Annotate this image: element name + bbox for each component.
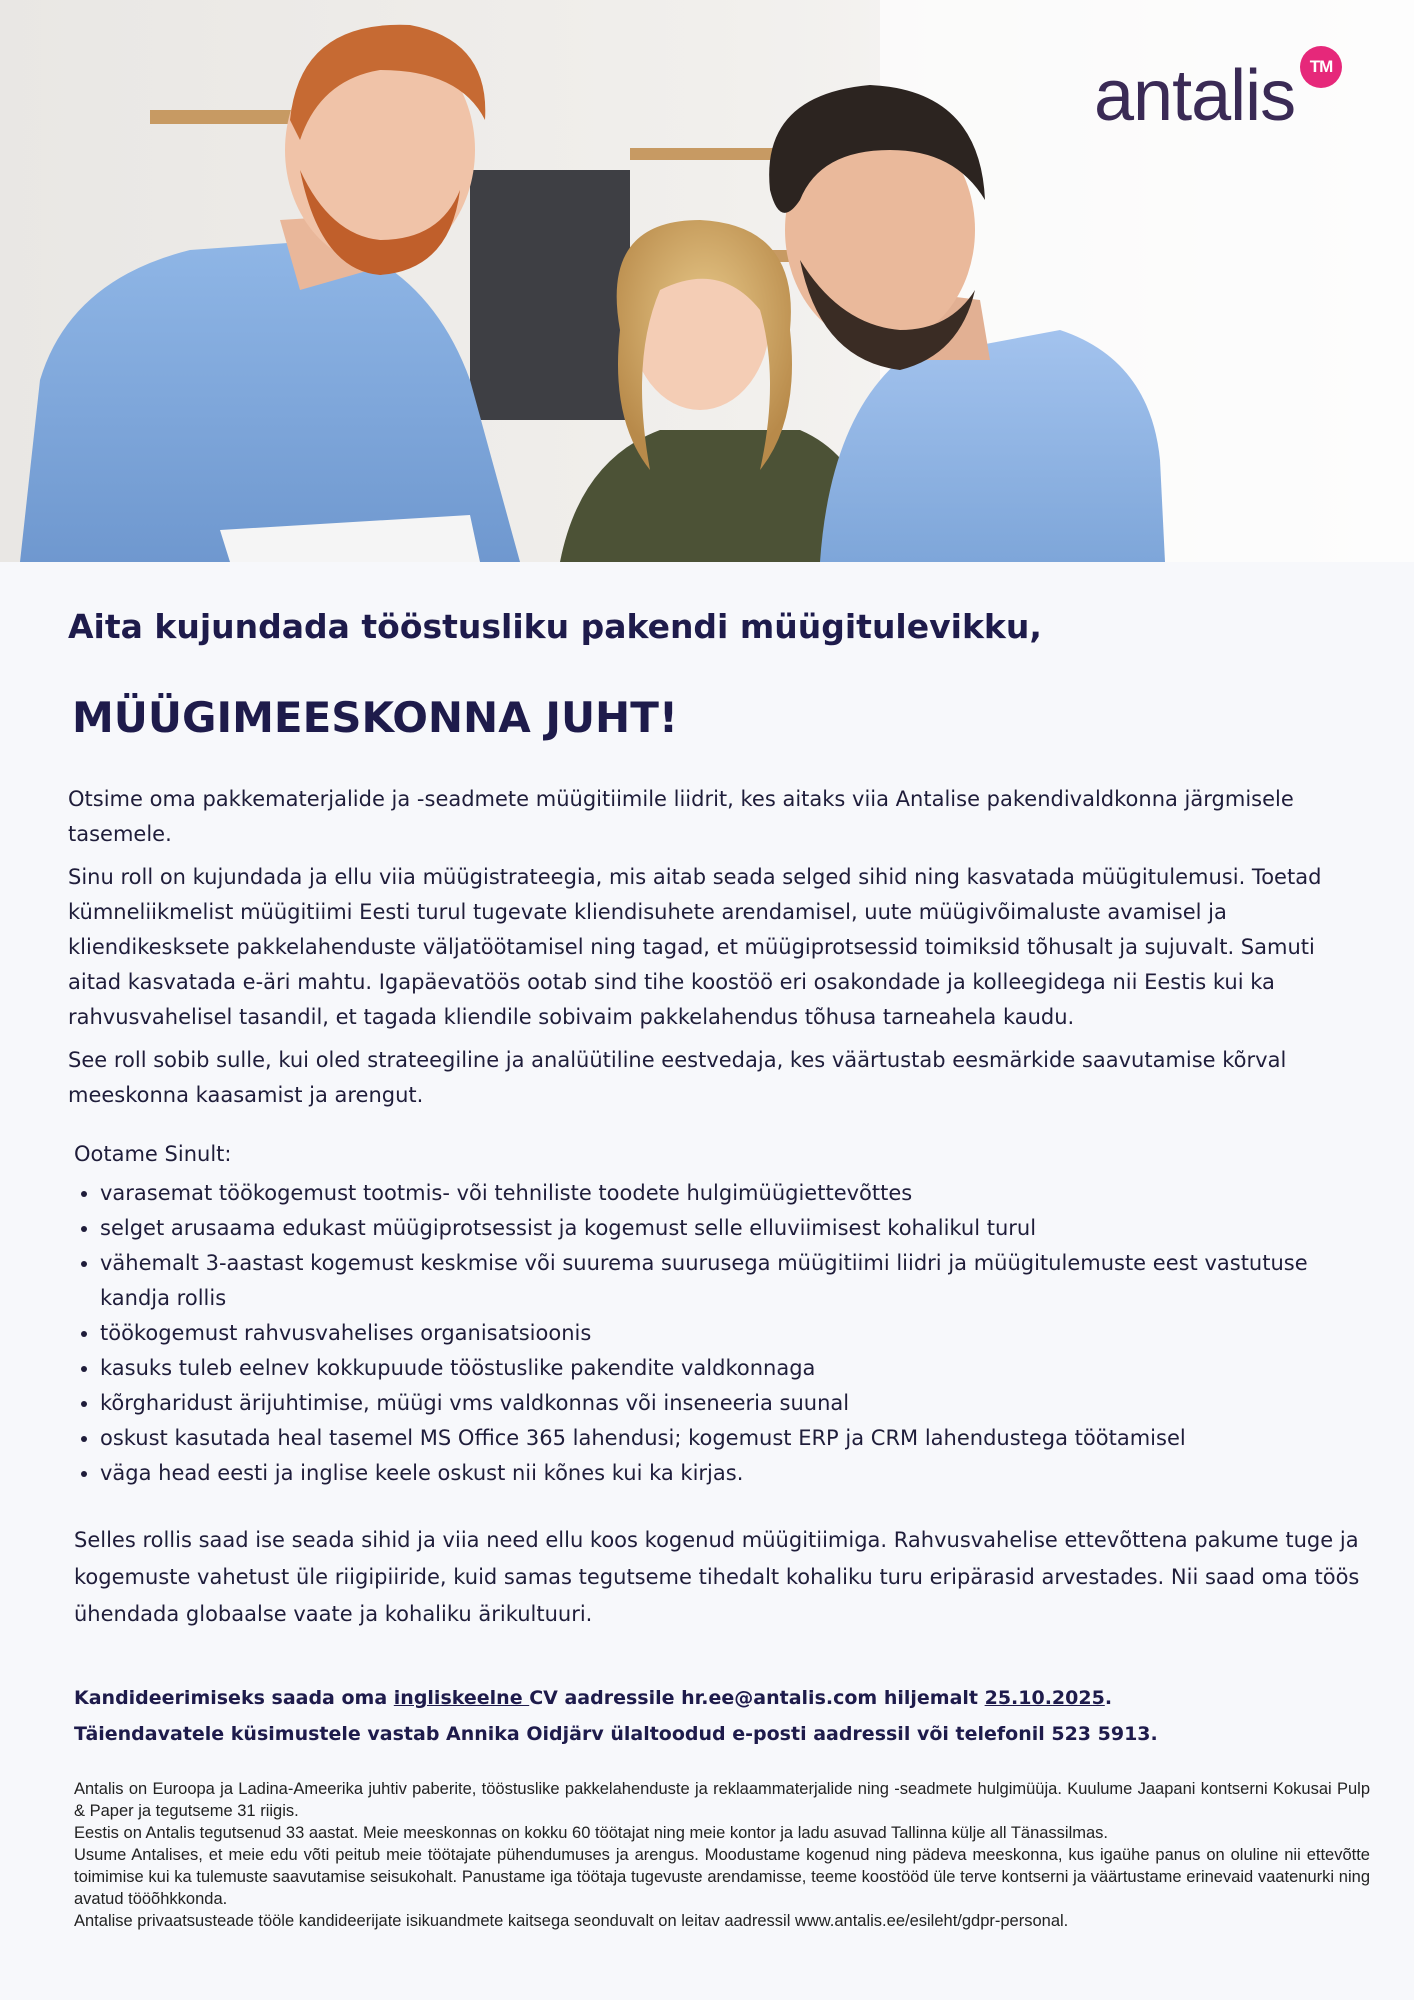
requirements-heading: Ootame Sinult:	[74, 1142, 232, 1166]
privacy-notice[interactable]: Antalise privaatsusteade tööle kandideerijate isikuandmete kaitsega seonduvalt on leitav aadressil www.antalis.ee/esileht/gdpr-personal.	[74, 1912, 1069, 1930]
apply-text: Kandideerimiseks saada oma	[74, 1687, 394, 1709]
application-info	[74, 1680, 1364, 1752]
requirement-item: • selget arusaama edukast müügiprotsessist ja kogemust selle elluviimisest kohalikul turul	[100, 1211, 1354, 1246]
intro-paragraph: Otsime oma pakkematerjalide ja -seadmete müügitiimile liidrit, kes aitaks viia Antalise pakendivaldkonna järgmisele tasemele.	[68, 787, 1294, 846]
requirement-item: • töökogemust rahvusvahelises organisatsioonis	[100, 1316, 1354, 1351]
headline: Aita kujundada tööstusliku pakendi müügitulevikku,	[68, 607, 1042, 646]
requirements-list	[74, 1176, 1354, 1491]
requirement-item: • oskust kasutada heal tasemel MS Office 365 lahendusi; kogemust ERP ja CRM lahendustega töötamisel	[100, 1421, 1354, 1456]
language-requirement: ingliskeelne	[393, 1687, 530, 1709]
apply-text-end: .	[1104, 1687, 1113, 1709]
job-ad-content	[68, 604, 1370, 1930]
about-paragraph: Eestis on Antalis tegutsenud 33 aastat. Meie meeskonnas on kokku 60 töötajat ning meie kontor ja ladu asuvad Tallinna külje all Tänassilmas.	[74, 1824, 1109, 1842]
requirement-item: • väga head eesti ja inglise keele oskust nii kõnes kui ka kirjas.	[100, 1456, 1354, 1491]
about-company	[74, 1778, 1370, 1932]
antalis-logo	[1094, 46, 1354, 136]
requirement-item: • kõrgharidust ärijuhtimise, müügi vms valdkonnas või inseneeria suunal	[100, 1386, 1354, 1421]
apply-email-text[interactable]: CV aadressile hr.ee@antalis.com hiljemalt	[529, 1687, 985, 1709]
logo-badge-icon: TM	[1300, 46, 1342, 88]
about-paragraph: Antalis on Euroopa ja Ladina-Ameerika juhtiv paberite, tööstuslike pakkelahenduste ja reklaammaterjalide ning -seadmete hulgimüüja. Kuulume Jaapani kontserni Kokusai Pulp & Paper ja tegutseme 31 riigis.	[74, 1780, 1370, 1820]
deadline-date: 25.10.2025	[984, 1687, 1105, 1709]
requirement-item: • kasuks tuleb eelnev kokkupuude tööstuslike pakendite valdkonnaga	[100, 1351, 1354, 1386]
intro-section	[68, 782, 1348, 1121]
hero-photo	[0, 0, 1414, 562]
apply-line-1	[74, 1680, 1364, 1716]
intro-paragraph: Sinu roll on kujundada ja ellu viia müügistrateegia, mis aitab seada selged sihid ning kasvatada müügitulemusi. Toetad kümneliikmelist müügitiimi Eesti turul tugevate kliendisuhete arendamisel, uute müügivõimaluste avamisel ja kliendikesksete pakkelahenduste väljatöötamisel ning tagad, et müügiprotsessid toimiksid tõhusalt ja sujuvalt. Samuti aitad kasvatada e-äri mahtu. Igapäevatöös ootab sind tihe koostöö eri osakondade ja kolleegidega nii Eestis kui ka rahvusvahelisel tasandil, et tagada kliendile sobivaim pakkelahendus tõhusa tarneahela kaudu.	[68, 865, 1322, 1029]
intro-paragraph: See roll sobib sulle, kui oled strateegiline ja analüütiline eestvedaja, kes väärtustab eesmärkide saavutamise kõrval meeskonna kaasamist ja arengut.	[68, 1048, 1287, 1107]
about-paragraph: Usume Antalises, et meie edu võti peitub meie töötajate pühendumuses ja arengus. Moodustame kogenud ning pädeva meeskonna, kus igaühe panus on oluline nii ettevõtte toimimise kui ka tulemuste saavutamise seisukohalt. Panustame iga töötaja tugevuste arendamisse, teeme koostööd üle terve kontserni ja väärtustame erinevaid vaatenurki ning avatud tööõhkkonda.	[74, 1846, 1370, 1908]
requirement-item: • vähemalt 3-aastast kogemust keskmise või suurema suurusega müügitiimi liidri ja müügitulemuste eest vastutuse kandja rollis	[100, 1246, 1354, 1316]
requirement-item: • varasemat töökogemust tootmis- või tehniliste toodete hulgimüügiettevõttes	[100, 1176, 1354, 1211]
requirements-section	[74, 1136, 1354, 1491]
apply-line-2: Täiendavatele küsimustele vastab Annika Oidjärv ülaltoodud e-posti aadressil või telefonil 523 5913.	[74, 1723, 1158, 1745]
job-title: MÜÜGIMEESKONNA JUHT!	[72, 693, 679, 742]
offer-paragraph: Selles rollis saad ise seada sihid ja viia need ellu koos kogenud müügitiimiga. Rahvusvahelise ettevõttena pakume tuge ja kogemuste vahetust üle riigipiiride, kuid samas tegutseme tihedalt kohaliku turu eripärasid arvestades. Nii saad oma töös ühendada globaalse vaate ja kohaliku ärikultuuri.	[74, 1528, 1360, 1626]
logo-wordmark: antalis	[1094, 56, 1296, 136]
